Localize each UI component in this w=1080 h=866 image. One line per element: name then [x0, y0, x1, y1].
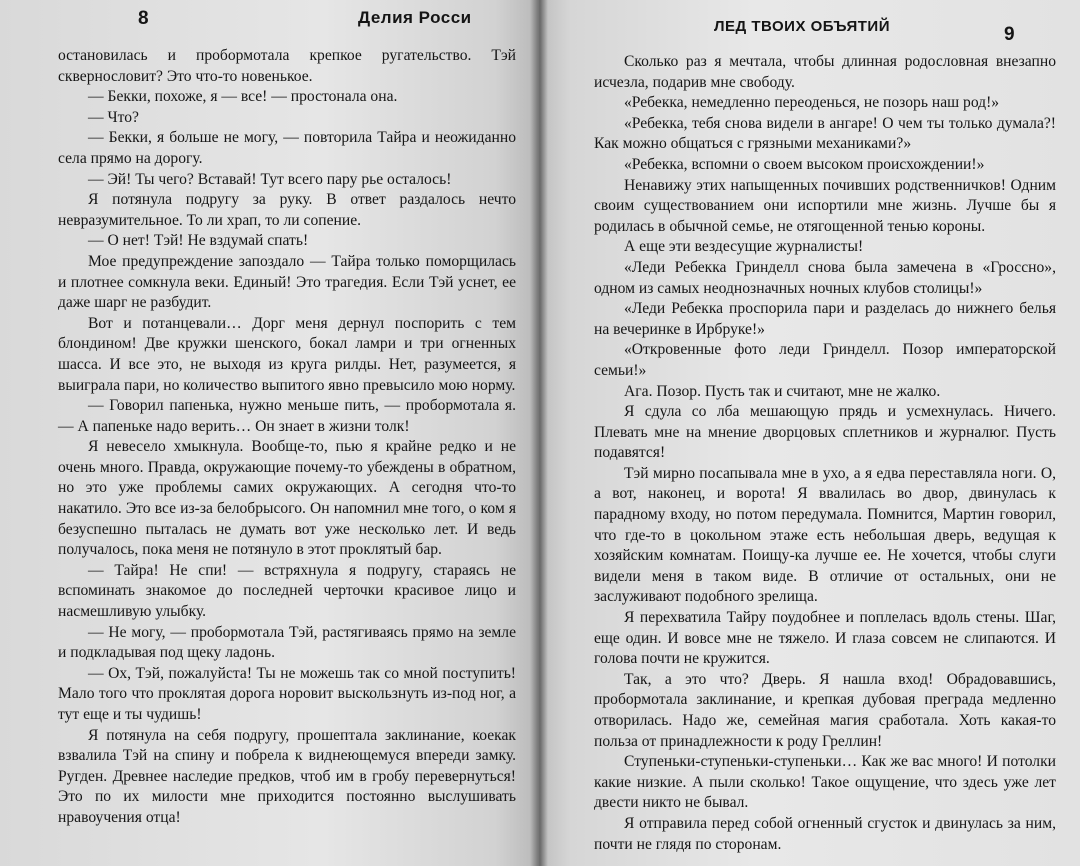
running-head-author: Делия Росси [358, 8, 472, 27]
paragraph: — Что? [88, 108, 139, 126]
paragraph: Я отправила перед собой огненный сгусток и двинулась за ним, почти не глядя по сторонам. [594, 814, 1056, 853]
left-page-header [58, 6, 516, 38]
paragraph: «Откровенные фото леди Гринделл. Позор императорской семьи!» [594, 341, 1056, 379]
page-number: 8 [138, 8, 149, 29]
right-page-header [594, 6, 1056, 45]
paragraph: — Бекки, похоже, я — все! — простонала она. [88, 88, 398, 106]
paragraph: — Тайра! Не спи! — встряхнула я подругу, стараясь не вспоминать знакомое до последней черточки красивое лицо и насмешливую улыбку. [58, 561, 516, 621]
left-page [0, 0, 538, 866]
paragraph: «Ребекка, тебя снова видели в ангаре! О чем ты только думала?! Как можно общаться с грязными механиками?» [594, 114, 1056, 153]
left-page-body [58, 46, 516, 829]
paragraph: Вот и потанцевали… Дорг меня дернул поспорить с тем блондином! Две кружки шенского, бокал ламри и три огненных шасса. И все это, не выходя из круга рилды. Нет, разумеется, я выиграла пари, но количество выпитого явно превысило мою норму. [58, 314, 516, 394]
paragraph: А еще эти вездесущие журналисты! [624, 238, 864, 256]
paragraph: Я сдула со лба мешающую прядь и усмехнулась. Ничего. Плевать мне на мнение дворцовых сплетников и журналюг. Пусть подавятся! [594, 403, 1056, 462]
paragraph: — Бекки, я больше не могу, — повторила Тайра и неожиданно села прямо на дорогу. [58, 129, 516, 167]
paragraph: Я перехватила Тайру поудобнее и поплелась вдоль стены. Шаг, еще один. И вовсе мне не тяжело. И глаза совсем не слипаются. И голова почти не кружится. [594, 609, 1056, 668]
paragraph: — Эй! Ты чего? Вставай! Тут всего пару рье осталось! [88, 170, 452, 188]
paragraph: Я невесело хмыкнула. Вообще-то, пью я крайне редко и не очень много. Правда, окружающие почему-то убеждены в обратном, но это уже проблемы самих окружающих. А сегодня что-то накатило. Это все из-за белобрысого. Он напомнил мне того, о ком я безуспешно пыталась не думать вот уже несколько лет. И ведь получалось, пока меня не потянуло в этот проклятый бар. [58, 438, 516, 559]
right-page [538, 0, 1080, 866]
paragraph: Я потянула на себя подругу, прошептала заклинание, коекак взвалила Тэй на спину и побрела к виднеющемуся впереди замку. Ругден. Древнее наследие предков, чтоб им в гробу перевернуться! Это по их милости мне приходится постоянно выслушивать нравоучения отца! [58, 726, 516, 826]
paragraph: «Ребекка, вспомни о своем высоком происхождении!» [624, 155, 985, 173]
paragraph: Я потянула подругу за руку. В ответ раздалось нечто невразумительное. То ли храп, то ли сопение. [58, 191, 516, 229]
paragraph: Мое предупреждение запоздало — Тайра только поморщилась и плотнее сомкнула веки. Единый! Это трагедия. Если Тэй уснет, ее даже шарг не разбудит. [58, 252, 516, 312]
right-page-body [594, 52, 1056, 855]
paragraph: — Не могу, — пробормотала Тэй, растягиваясь прямо на земле и подкладывая под щеку ладонь. [58, 623, 516, 662]
paragraph: Ненавижу этих напыщенных почивших родственничков! Одним своим существованием они испортили мне жизнь. Лучше бы я родилась в обычной семье, не отягощенной тенью короны. [594, 176, 1056, 235]
paragraph: Так, а это что? Дверь. Я нашла вход! Обрадовавшись, пробормотала заклинание, и крепкая дубовая преграда медленно отворилась. Надо же, семейная магия сработала. Хоть какая-то польза от принадлежности к роду Греллин! [594, 670, 1056, 750]
paragraph: — Говорил папенька, нужно меньше пить, — пробормотала я. — А папеньке надо верить… Он знает в жизни толк! [58, 397, 516, 435]
paragraph: Ступеньки-ступеньки-ступеньки… Как же вас много! И потолки какие низкие. А пыли сколько! Такое ощущение, что здесь уже лет двести никто не бывал. [594, 753, 1056, 812]
paragraph: остановилась и пробормотала крепкое ругательство. Тэй сквернословит? Это что-то новенькое. [58, 47, 516, 85]
paragraph: «Леди Ребекка проспорила пари и разделась до нижнего белья на вечеринке в Ирбруке!» [594, 300, 1056, 338]
paragraph: Сколько раз я мечтала, чтобы длинная родословная внезапно исчезла, подарив мне свободу. [594, 53, 1056, 91]
paragraph: «Леди Ребекка Гринделл снова была замечена в «Гроссно», одном из самых неоднозначных ночных клубов столицы!» [594, 258, 1056, 297]
page-number: 9 [1004, 24, 1015, 45]
paragraph: — О нет! Тэй! Не вздумай спать! [88, 232, 309, 250]
paragraph: — Ох, Тэй, пожалуйста! Ты не можешь так со мной поступить! Мало того что проклятая дорога норовит выскользнуть из-под ног, а тут еще и ты чудишь! [58, 664, 516, 723]
paragraph: Ага. Позор. Пусть так и считают, мне не жалко. [624, 382, 941, 400]
running-head-title: ЛЕД ТВОИХ ОБЪЯТИЙ [714, 18, 890, 35]
paragraph: Тэй мирно посапывала мне в ухо, а я едва переставляла ноги. О, а вот, наконец, и ворота! Я ввалилась во двор, двинулась к парадному входу, но потом передумала. Помнится, Мартин говорил, что где-то в цокольном этаже есть небольшая дверь, ведущая к хозяйским комнатам. Поищу-ка лучше ее. Не хочется, чтобы слуги видели меня в таком виде. В отличие от остальных, они не заслуживают подобного зрелища. [594, 464, 1056, 606]
paragraph: «Ребекка, немедленно переоденься, не позорь наш род!» [624, 94, 1000, 112]
